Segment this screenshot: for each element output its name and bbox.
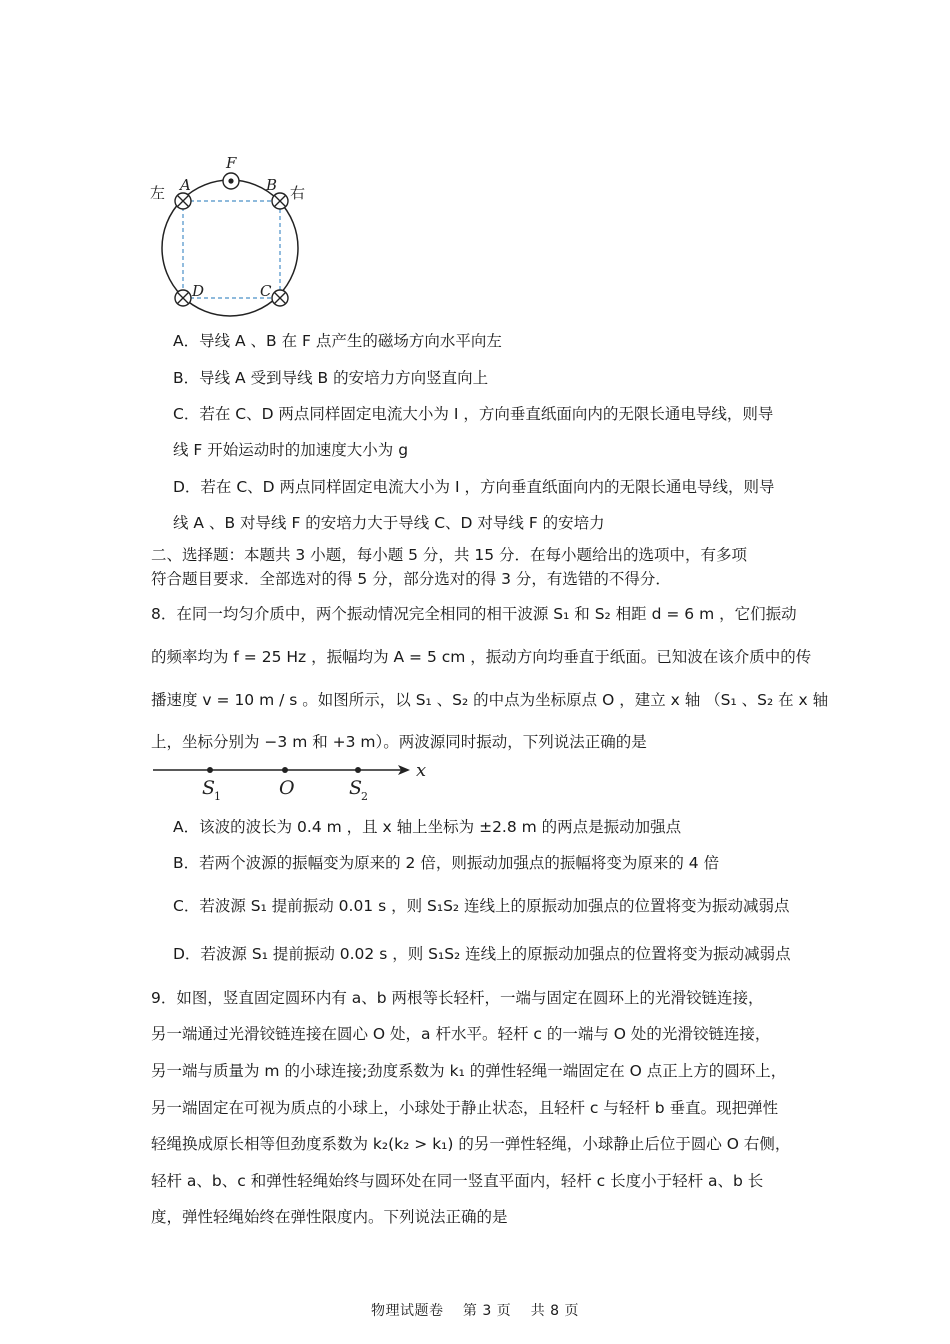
q8-option-D: D．若波源 S₁ 提前振动 0.02 s ，则 S₁S₂ 连线上的原振动加强点的位置将变为振动减弱点 xyxy=(173,945,791,963)
label-F: F xyxy=(226,154,237,172)
label-S2: S xyxy=(349,777,363,799)
point-S2 xyxy=(355,767,361,773)
label-D: D xyxy=(192,282,205,300)
q7-option-B: B．导线 A 受到导线 B 的安培力方向竖直向上 xyxy=(173,369,489,387)
label-A: A xyxy=(180,176,191,194)
x-axis-figure xyxy=(148,756,438,806)
q9-line4: 另一端固定在可视为质点的小球上，小球处于静止状态，且轻杆 c 与轻杆 b 垂直。现把弹性 xyxy=(151,1099,779,1117)
wire-circle-figure xyxy=(140,150,320,320)
label-left: 左 xyxy=(150,184,166,202)
label-C: C xyxy=(260,282,272,300)
label-S1-sub: 1 xyxy=(214,790,221,803)
q9-line5: 轻绳换成原长相等但劲度系数为 k₂(k₂ > k₁) 的另一弹性轻绳，小球静止后位于圆心 O 右侧， xyxy=(151,1135,791,1153)
wire-A-cross-icon xyxy=(175,193,191,209)
wire-B-cross-icon xyxy=(272,193,288,209)
q7-option-D-line1: D．若在 C、D 两点同样固定电流大小为 I ，方向垂直纸面向内的无限长通电导线，则导 xyxy=(173,478,775,496)
q8-option-C: C．若波源 S₁ 提前振动 0.01 s ，则 S₁S₂ 连线上的原振动加强点的位置将变为振动减弱点 xyxy=(173,897,790,915)
q7-option-D-line2: 线 A 、B 对导线 F 的安培力大于导线 C、D 对导线 F 的安培力 xyxy=(173,514,605,532)
q9-line7: 度，弹性轻绳始终在弹性限度内。下列说法正确的是 xyxy=(151,1208,508,1226)
section2-line2: 符合题目要求．全部选对的得 5 分，部分选对的得 3 分，有选错的不得分． xyxy=(151,570,671,588)
q7-option-C-line2: 线 F 开始运动时的加速度大小为 g xyxy=(173,441,409,459)
q7-option-C-line1: C．若在 C、D 两点同样固定电流大小为 I ，方向垂直纸面向内的无限长通电导线，则导 xyxy=(173,405,774,423)
label-x: x xyxy=(416,760,427,781)
q9-line1: 9．如图，竖直固定圆环内有 a、b 两根等长轻杆，一端与固定在圆环上的光滑铰链连接， xyxy=(151,989,764,1007)
q8-line1: 8．在同一均匀介质中，两个振动情况完全相同的相干波源 S₁ 和 S₂ 相距 d = 6 m ，它们振动 xyxy=(151,605,797,623)
wire-C-cross-icon xyxy=(272,290,288,306)
wire-F-dot-icon xyxy=(223,173,239,189)
q8-line3: 播速度 v = 10 m / s 。如图所示，以 S₁ 、S₂ 的中点为坐标原点 O ，建立 x 轴 （S₁ 、S₂ 在 x 轴 xyxy=(151,691,829,709)
wire-D-cross-icon xyxy=(175,290,191,306)
point-S1 xyxy=(207,767,213,773)
q8-line4: 上，坐标分别为 −3 m 和 +3 m）。两波源同时振动，下列说法正确的是 xyxy=(151,733,647,751)
q7-option-A: A．导线 A 、B 在 F 点产生的磁场方向水平向左 xyxy=(173,332,502,350)
page-footer: 物理试题卷 第 3 页 共 8 页 xyxy=(370,1303,579,1319)
label-O: O xyxy=(279,777,295,799)
label-S2-sub: 2 xyxy=(361,790,368,803)
point-O xyxy=(282,767,288,773)
section2-line1: 二、选择题：本题共 3 小题，每小题 5 分，共 15 分．在每小题给出的选项中，有多项 xyxy=(151,546,748,564)
q8-option-A: A．该波的波长为 0.4 m ，且 x 轴上坐标为 ±2.8 m 的两点是振动加强点 xyxy=(173,818,682,836)
q9-line3: 另一端与质量为 m 的小球连接;劲度系数为 k₁ 的弹性轻绳一端固定在 O 点正上方的圆环上， xyxy=(151,1062,787,1080)
label-B: B xyxy=(266,176,278,194)
q8-option-B: B．若两个波源的振幅变为原来的 2 倍，则振动加强点的振幅将变为原来的 4 倍 xyxy=(173,854,720,872)
q9-line6: 轻杆 a、b、c 和弹性轻绳始终与圆环处在同一竖直平面内，轻杆 c 长度小于轻杆 a、b 长 xyxy=(151,1172,764,1190)
q8-line2: 的频率均为 f = 25 Hz ，振幅均为 A = 5 cm ，振动方向均垂直于纸面。已知波在该介质中的传 xyxy=(151,648,812,666)
q9-line2: 另一端通过光滑铰链连接在圆心 O 处，a 杆水平。轻杆 c 的一端与 O 处的光滑铰链连接， xyxy=(151,1025,771,1043)
label-S1: S xyxy=(202,777,216,799)
label-right: 右 xyxy=(290,184,306,202)
